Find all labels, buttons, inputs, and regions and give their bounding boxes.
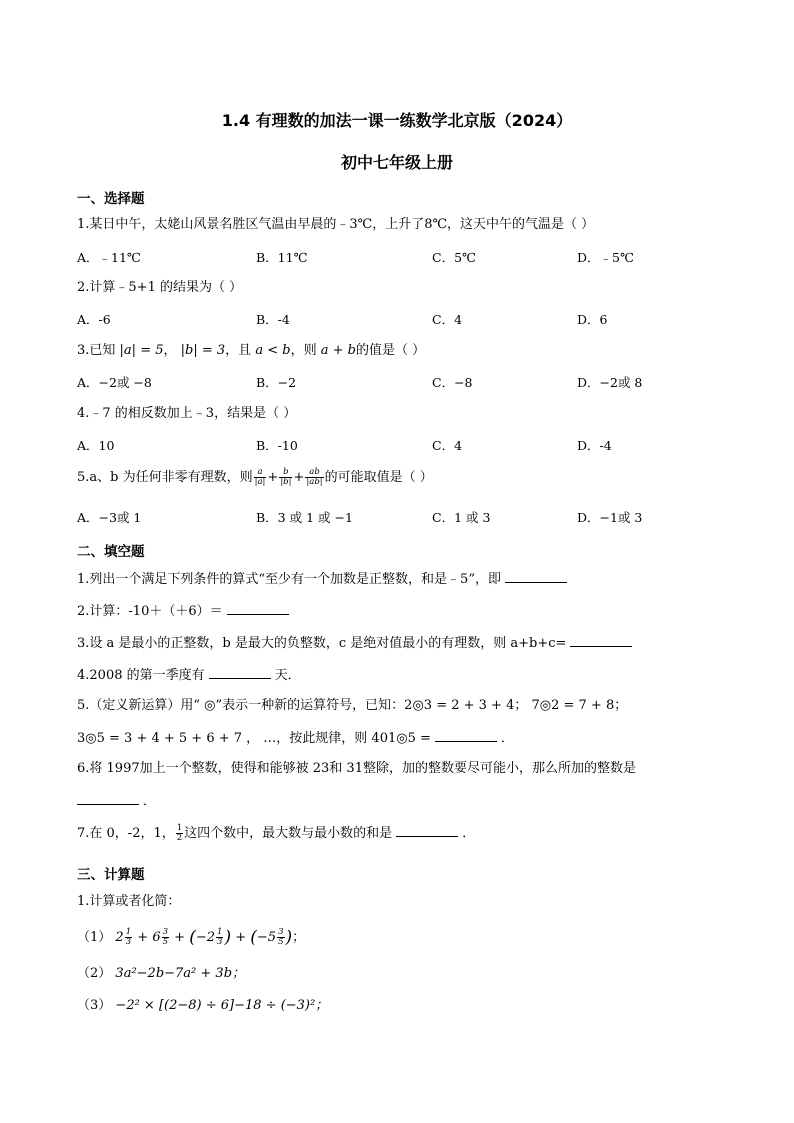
q5-fraction-ab: $\frac{ab}{|ab|}$ [306,467,323,487]
choice-q2-stem: 2.计算﹣5+1 的结果为（ ） [77,280,243,295]
fill-q6-blank [77,792,139,805]
q5-plus-2: + [293,470,305,485]
fill-q1 [77,570,571,589]
calc-part3-label: （3） [77,998,112,1013]
choice-q1-stem: 1.某日中午，太姥山风景名胜区气温由早晨的﹣3℃，上升了8℃，这天中午的气温是（ ） [77,217,595,232]
fill-q5-line1: 5.（定义新运算）用“ ◎”表示一种新的运算符号，已知：2◎3 = 2 + 3 + 4； 7◎2 = 7 + 8； [77,698,628,713]
fill-q3-blank [570,634,632,647]
section-fill-heading: 二、填空题 [77,544,145,560]
q3-sep1: ， [163,343,177,358]
fill-q6-line1: 6.将 1997加上一个整数，使得和能够被 23和 31整除，加的整数要尽可能小，那么所加的整数是 [77,761,636,776]
choice-q1-option-d: D．﹣5℃ [577,250,634,265]
plus-sign: + [137,930,149,945]
fill-q2-text: 2.计算：-10＋（＋6）＝ [77,604,223,619]
mixed-number-c: (−2 $\frac{1}{3}$ ) [189,927,232,948]
fill-q7-end: ． [462,826,476,841]
fill-q2-blank [227,602,289,615]
fill-q2 [77,602,293,621]
section-choice-heading: 一、选择题 [77,191,145,207]
fill-q7-fraction: $\frac{1}{2}$ [176,823,183,843]
plus-sign: + [235,930,247,945]
fill-q6-end: ． [143,794,157,809]
choice-q2-option-c: C．4 [432,312,463,327]
choice-q5-option-d: D．−1或 3 [577,510,643,525]
page-title: 1.4 有理数的加法一课一练数学北京版（2024） [221,111,573,130]
choice-q1-option-a: A．﹣11℃ [77,250,141,265]
choice-q5-option-b: B．3 或 1 或 −1 [256,510,353,525]
choice-q2-option-a: A．-6 [77,312,111,327]
fill-q7-text2: 这四个数中，最大数与最小数的和是 [184,826,393,841]
q3-cond-a: |a| = 5 [119,343,164,358]
choice-q2-option-d: D．6 [577,312,608,327]
calc-part2-label: （2） [77,966,112,981]
calc-part2 [77,965,245,983]
section-calc-heading: 三、计算题 [77,867,145,883]
calc-part1-label: （1） [77,930,112,945]
fill-q7-text: 7.在 0，-2，1， [77,826,175,841]
q5-fraction-a: $\frac{a}{|a|}$ [254,467,266,487]
choice-q5-option-c: C．1 或 3 [432,510,491,525]
choice-q3-option-d: D．−2或 8 [577,375,643,390]
calc-part1 [77,928,305,947]
choice-q3-option-a: A．−2或 −8 [77,375,152,390]
fill-q7 [77,824,475,843]
q3-sep2: ，且 [225,343,252,358]
calc-part3-expr: −2² × [(2−8) ÷ 6]−18 ÷ (−3)²； [115,998,329,1013]
q3-sum-expr: a + b [320,343,356,358]
q5-prefix: 5.a、b 为任何非零有理数，则 [77,470,253,485]
fill-q5-line2 [77,729,514,748]
fill-q1-text: 1.列出一个满足下列条件的算式“至少有一个加数是正整数，和是﹣5”，即 [77,572,501,587]
q3-prefix: 3.已知 [77,343,116,358]
fill-q4-unit: 天． [274,668,301,683]
q5-suffix: 的可能取值是（ ） [324,470,433,485]
page-subtitle: 初中七年级上册 [340,153,453,172]
choice-q4-option-b: B．-10 [256,438,298,453]
q5-fraction-b: $\frac{b}{|b|}$ [280,467,292,487]
q3-cond-order: a < b [255,343,291,358]
fill-q4 [77,666,301,685]
q3-sep3: ，则 [290,343,317,358]
choice-q3-option-b: B．−2 [256,375,297,390]
choice-q4-option-c: C．4 [432,438,463,453]
choice-q4-option-a: A．10 [77,438,115,453]
q3-suffix: 的值是（ ） [355,343,426,358]
fill-q5-text: 3◎5 = 3 + 4 + 5 + 6 + 7 ， …，按此规律，则 401◎5 = [77,731,431,746]
choice-q3-stem [77,342,425,360]
fill-q3-text: 3.设 a 是最小的正整数，b 是最大的负整数，c 是绝对值最小的有理数，则 a+b+c= [77,636,567,651]
fill-q3 [77,634,636,653]
fill-q7-blank [396,824,458,837]
mixed-number-d: (−5 $\frac{3}{5}$ ) [250,927,293,948]
plus-sign: + [174,930,186,945]
fill-q6-line2 [77,792,156,811]
q5-plus-1: + [267,470,279,485]
choice-q1-option-b: B．11℃ [256,250,308,265]
fill-q5-blank [435,729,497,742]
fill-q4-text: 4.2008 的第一季度有 [77,668,205,683]
choice-q4-stem: 4.﹣7 的相反数加上﹣3，结果是（ ） [77,406,297,421]
fill-q5-end: ． [500,731,514,746]
choice-q5-option-a: A．−3或 1 [77,510,142,525]
choice-q4-option-d: D．-4 [577,438,612,453]
calc-part3 [77,997,328,1015]
calc-part1-end: ； [292,930,306,945]
fill-q1-blank [505,570,567,583]
mixed-number-a: 2 $\frac{1}{3}$ [115,927,132,947]
choice-q2-option-b: B．-4 [256,312,290,327]
mixed-number-b: 6 $\frac{3}{5}$ [152,927,169,947]
choice-q1-option-c: C．5℃ [432,250,477,265]
calc-part2-expr: 3a²−2b−7a² + 3b； [115,966,246,981]
choice-q3-option-c: C．−8 [432,375,473,390]
calc-q1-stem: 1.计算或者化简： [77,894,181,909]
fill-q4-blank [209,666,271,679]
choice-q5-stem [77,468,433,487]
q3-cond-b: |b| = 3 [180,343,226,358]
